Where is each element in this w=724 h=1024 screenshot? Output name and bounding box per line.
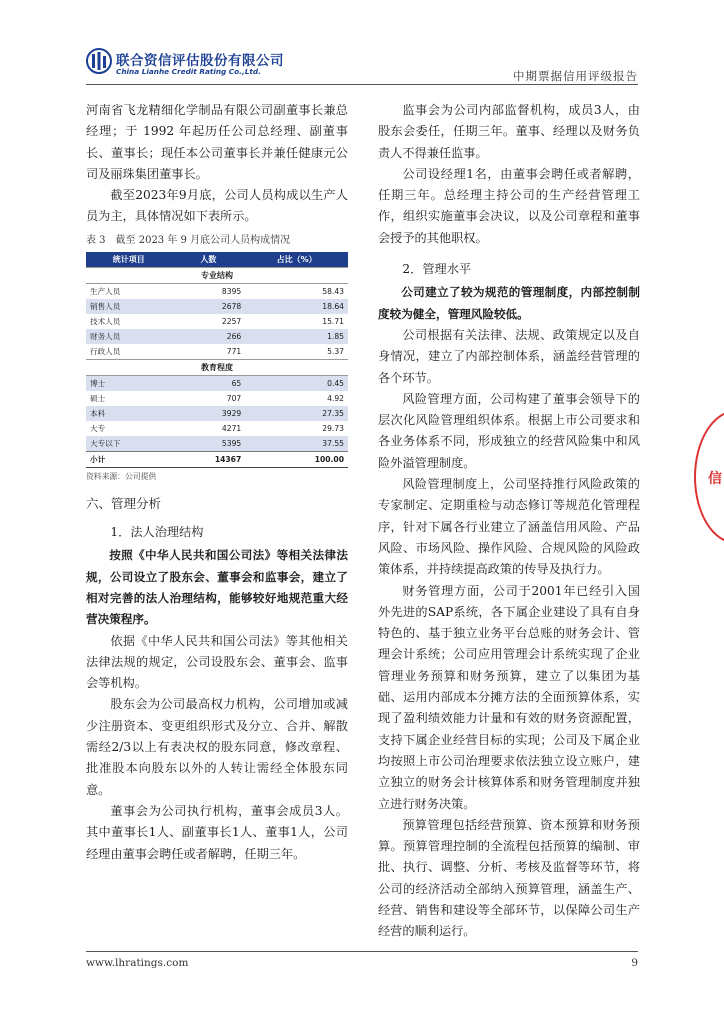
paragraph: 监事会为公司内部监督机构，成员3人，由股东会委任，任期三年。董事、经理以及财务负责人不得兼任监事。 <box>378 103 640 160</box>
staff-table <box>86 252 348 468</box>
cell-pct: 27.35 <box>245 406 348 421</box>
cell-item: 小计 <box>86 451 172 467</box>
cell-item: 财务人员 <box>86 329 172 344</box>
cell-pct: 18.64 <box>245 299 348 314</box>
table-source: 资料来源：公司提供 <box>86 471 157 481</box>
cell-pct: 29.73 <box>245 421 348 436</box>
table-group-title: 专业结构 <box>86 267 348 283</box>
cell-count: 771 <box>172 344 246 360</box>
table-group-title: 教育程度 <box>86 359 348 375</box>
cell-pct: 4.92 <box>245 391 348 406</box>
cell-count: 4271 <box>172 421 246 436</box>
paragraph: 风险管理方面，公司构建了董事会领导下的层次化风险管理组织体系。根据上市公司要求和各业务体系不同，形成独立的经营风险集中和风险外溢管理制度。 <box>378 391 640 470</box>
subsection-heading: 1．法人治理结构 <box>110 525 204 540</box>
intro-paragraph: 河南省飞龙精细化学制品有限公司副董事长兼总经理；于 1992 年起历任公司总经理、副董事长、董事长；现任本公司董事长并兼任健康元公司及丽珠集团董事长。 <box>86 103 348 181</box>
left-column <box>86 100 348 865</box>
paragraph: 风险管理制度上，公司坚持推行风险政策的专家制定、定期重检与动态修订等规范化管理程序，针对下属各行业建立了涵盖信用风险、产品风险、市场风险、操作风险、合规风险的风险政策体系，并持续提高政策的传导及执行力。 <box>378 477 640 577</box>
report-type: 中期票据信用评级报告 <box>513 69 638 83</box>
cell-pct: 15.71 <box>245 314 348 329</box>
paragraph: 依据《中华人民共和国公司法》等其他相关法律法规的规定，公司设股东会、董事会、监事会等机构。 <box>86 633 348 691</box>
cell-count: 266 <box>172 329 246 344</box>
paragraph: 公司根据有关法律、法规、政策规定以及自身情况，建立了内部控制体系，涵盖经营管理的各个环节。 <box>378 327 640 385</box>
cell-count: 3929 <box>172 406 246 421</box>
table-row <box>86 391 348 406</box>
cell-count: 14367 <box>172 451 246 467</box>
cell-item: 生产人员 <box>86 283 172 299</box>
subsection-heading: 2．管理水平 <box>402 262 472 277</box>
table-row <box>86 314 348 329</box>
paragraph: 预算管理包括经营预算、资本预算和财务预算。预算管理控制的全流程包括预算的编制、审批、执行、调整、分析、考核及监督等环节，将公司的经济活动全部纳入预算管理，涵盖生产、经营、销售和建设等全部环节，以保障公司生产经营的顺利运行。 <box>378 817 640 939</box>
cell-count: 2678 <box>172 299 246 314</box>
cell-pct: 0.45 <box>245 375 348 391</box>
cell-pct: 100.00 <box>245 451 348 467</box>
table-caption: 表 3 截至 2023 年 9 月底公司人员构成情况 <box>86 234 291 246</box>
table-row <box>86 421 348 436</box>
cell-pct: 58.43 <box>245 283 348 299</box>
table-row <box>86 436 348 452</box>
table-row <box>86 329 348 344</box>
table-row <box>86 344 348 360</box>
cell-item: 本科 <box>86 406 172 421</box>
company-name-en: China Lianhe Credit Rating Co.,Ltd. <box>116 67 261 76</box>
key-finding: 公司建立了较为规范的管理制度，内部控制制度较为健全，管理风险较低。 <box>378 285 640 321</box>
table-header-item: 统计项目 <box>86 252 172 268</box>
lianhe-logo-icon <box>86 48 112 74</box>
cell-item: 销售人员 <box>86 299 172 314</box>
cell-item: 大专 <box>86 421 172 436</box>
cell-pct: 37.55 <box>245 436 348 452</box>
cell-pct: 5.37 <box>245 344 348 360</box>
header-divider <box>86 84 638 85</box>
cell-item: 博士 <box>86 375 172 391</box>
cell-item: 技术人员 <box>86 314 172 329</box>
page-number: 9 <box>631 957 638 969</box>
paragraph: 董事会为公司执行机构，董事会成员3人。其中董事长1人、副董事长1人、董事1人，公司经理由董事会聘任或者解聘，任期三年。 <box>86 803 348 861</box>
cell-count: 65 <box>172 375 246 391</box>
cell-item: 硕士 <box>86 391 172 406</box>
paragraph: 财务管理方面，公司于2001年已经引入国外先进的SAP系统，各下属企业建设了具有自身特色的、基于独立业务平台总账的财务会计、管理会计系统；公司应用管理会计系统实现了企业管理业务预算和财务预算，建立了以集团为基础、运用内部成本分摊方法的全面预算体系，实现了盈利绩效能力计量和有效的财务资源配置，支持下属企业经营目标的实现；公司及下属企业均按照上市公司治理要求依法独立设立账户，建立独立的财务会计核算体系和财务管理制度并独立进行财务决策。 <box>378 583 640 811</box>
table-header-count: 人数 <box>172 252 246 268</box>
right-column <box>378 100 640 943</box>
paragraph: 公司设经理1名，由董事会聘任或者解聘，任期三年。总经理主持公司的生产经营管理工作，组织实施董事会决议，以及公司章程和董事会授予的其他职权。 <box>378 166 640 245</box>
table-total-row <box>86 451 348 467</box>
page-header <box>0 0 724 90</box>
cell-count: 2257 <box>172 314 246 329</box>
table-row <box>86 406 348 421</box>
footer-divider <box>86 951 638 952</box>
cell-item: 大专以下 <box>86 436 172 452</box>
cell-count: 707 <box>172 391 246 406</box>
section-heading: 六、管理分析 <box>86 495 162 511</box>
company-name-cn: 联合资信评估股份有限公司 <box>116 53 284 69</box>
staff-paragraph: 截至2023年9月底，公司人员构成以生产人员为主，具体情况如下表所示。 <box>86 188 348 224</box>
table-row <box>86 375 348 391</box>
cell-count: 5395 <box>172 436 246 452</box>
footer-url[interactable]: www.lhratings.com <box>86 957 189 969</box>
table-header-pct: 占比（%） <box>245 252 348 268</box>
seal-text: 信 <box>708 471 722 487</box>
cell-pct: 1.85 <box>245 329 348 344</box>
cell-count: 8395 <box>172 283 246 299</box>
paragraph: 股东会为公司最高权力机构，公司增加或减少注册资本、变更组织形式及分立、合并、解散需经2/3以上有表决权的股东同意，修改章程、批准股本向股东以外的人转让需经全体股东同意。 <box>86 697 348 797</box>
table-row <box>86 299 348 314</box>
key-finding: 按照《中华人民共和国公司法》等相关法律法规，公司设立了股东会、董事会和监事会，建立了相对完善的法人治理结构，能够较好地规范重大经营决策程序。 <box>86 548 348 627</box>
table-row <box>86 283 348 299</box>
cell-item: 行政人员 <box>86 344 172 360</box>
